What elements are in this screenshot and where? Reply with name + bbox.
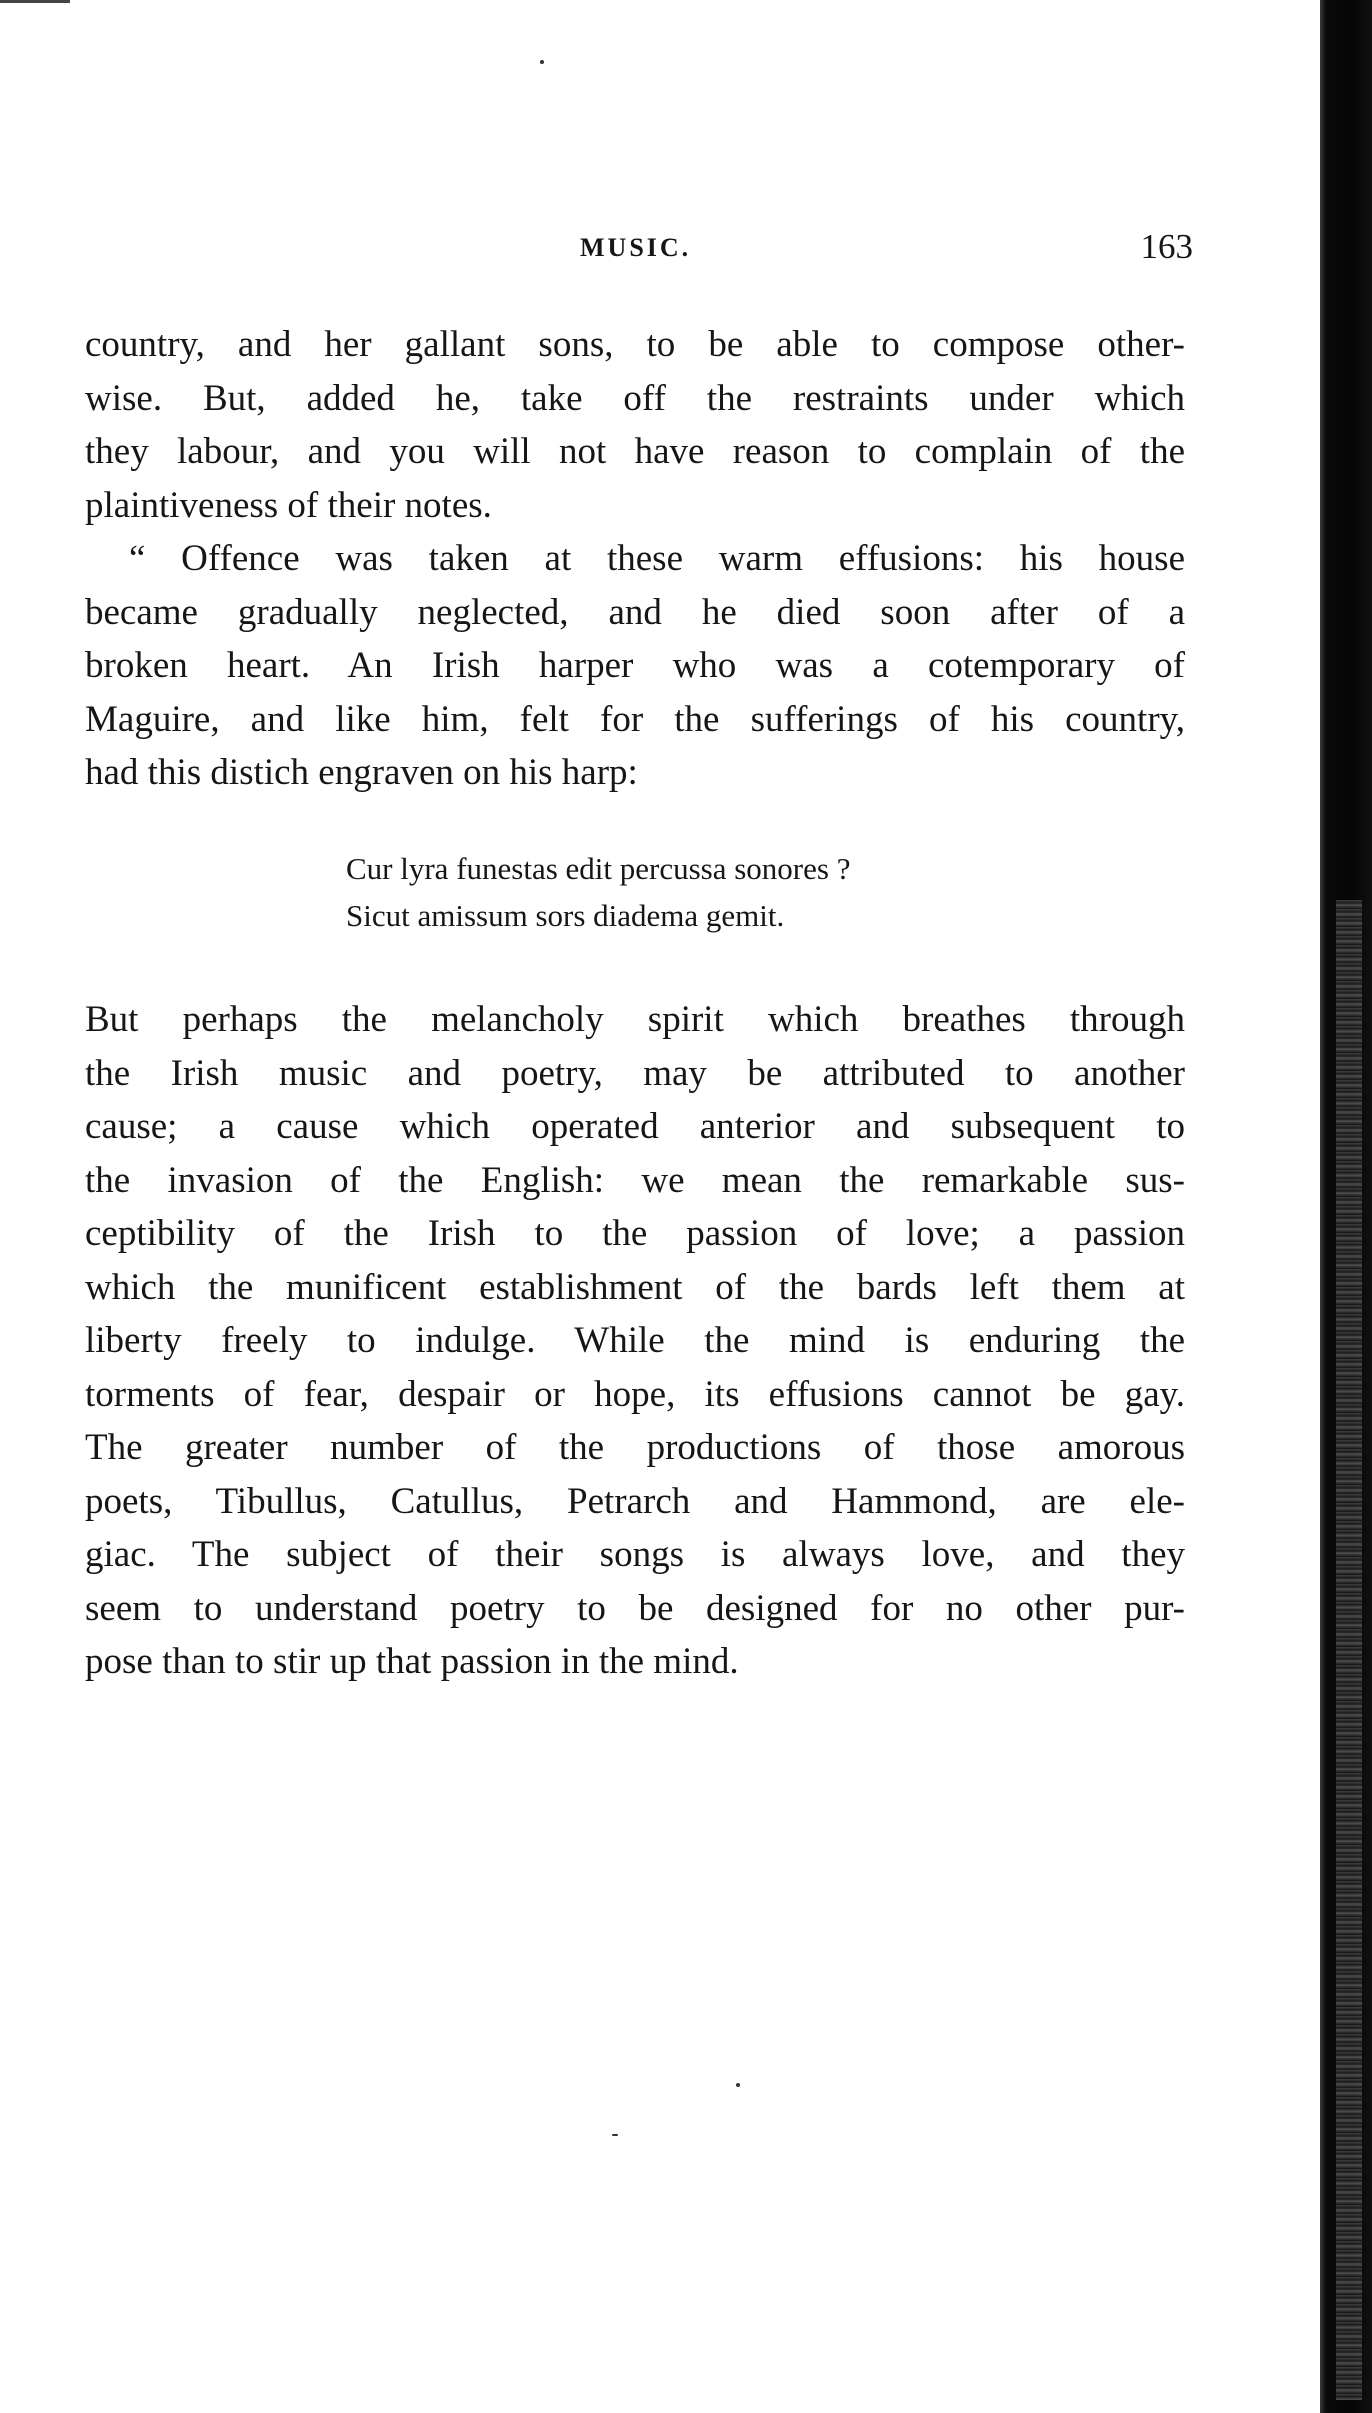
paragraph-1 [85,318,1185,532]
text-line: broken heart. An Irish harper who was a cotemporary of [85,645,1185,686]
text-line: which the munificent establishment of the bards left them at [85,1266,1185,1308]
scan-speck [540,60,544,64]
text-line: But perhaps the melancholy spirit which breathes through [85,999,1185,1040]
verse-line: Cur lyra funestas edit percussa sonores ? [346,851,851,886]
text-line: wise. But, added he, take off the restraints under which [85,377,1185,419]
text-line: seem to understand poetry to be designed for no other pur- [85,1587,1185,1629]
text-line: poets, Tibullus, Catullus, Petrarch and Hammond, are ele- [85,1480,1185,1522]
text-line: The greater number of the productions of those amorous [85,1427,1185,1468]
scan-speck [736,2083,740,2087]
text-line: the Irish music and poetry, may be attributed to another [85,1052,1185,1094]
verse-line: Sicut amissum sors diadema gemit. [346,898,785,933]
text-line: pose than to stir up that passion in the mind. [85,1641,739,1682]
text-line: plaintiveness of their notes. [85,484,492,526]
running-head: MUSIC. [580,233,692,262]
paragraph-2 [85,532,1185,800]
paragraph-3 [85,993,1185,1689]
binding-edge-texture [1336,900,1362,2400]
text-line: giac. The subject of their songs is always love, and they [85,1534,1185,1575]
text-line: “ Offence was taken at these warm effusions: his house [129,538,1185,579]
text-line: had this distich engraven on his harp: [85,752,638,793]
text-line: country, and her gallant sons, to be able to compose other- [85,324,1185,365]
text-line: ceptibility of the Irish to the passion of love; a passion [85,1213,1185,1254]
scan-corner-mark [0,0,70,3]
text-line: the invasion of the English: we mean the remarkable sus- [85,1159,1185,1201]
text-line: liberty freely to indulge. While the mind is enduring the [85,1320,1185,1361]
text-line: Maguire, and like him, felt for the sufferings of his country, [85,698,1185,740]
text-line: became gradually neglected, and he died soon after of a [85,591,1185,633]
page-header [85,225,1193,275]
text-line: they labour, and you will not have reason to complain of the [85,431,1185,472]
text-line: cause; a cause which operated anterior and subsequent to [85,1106,1185,1147]
text-line: torments of fear, despair or hope, its effusions cannot be gay. [85,1373,1185,1415]
latin-distich [346,845,850,939]
page-number: 163 [1140,227,1193,266]
scan-speck [612,2134,618,2136]
